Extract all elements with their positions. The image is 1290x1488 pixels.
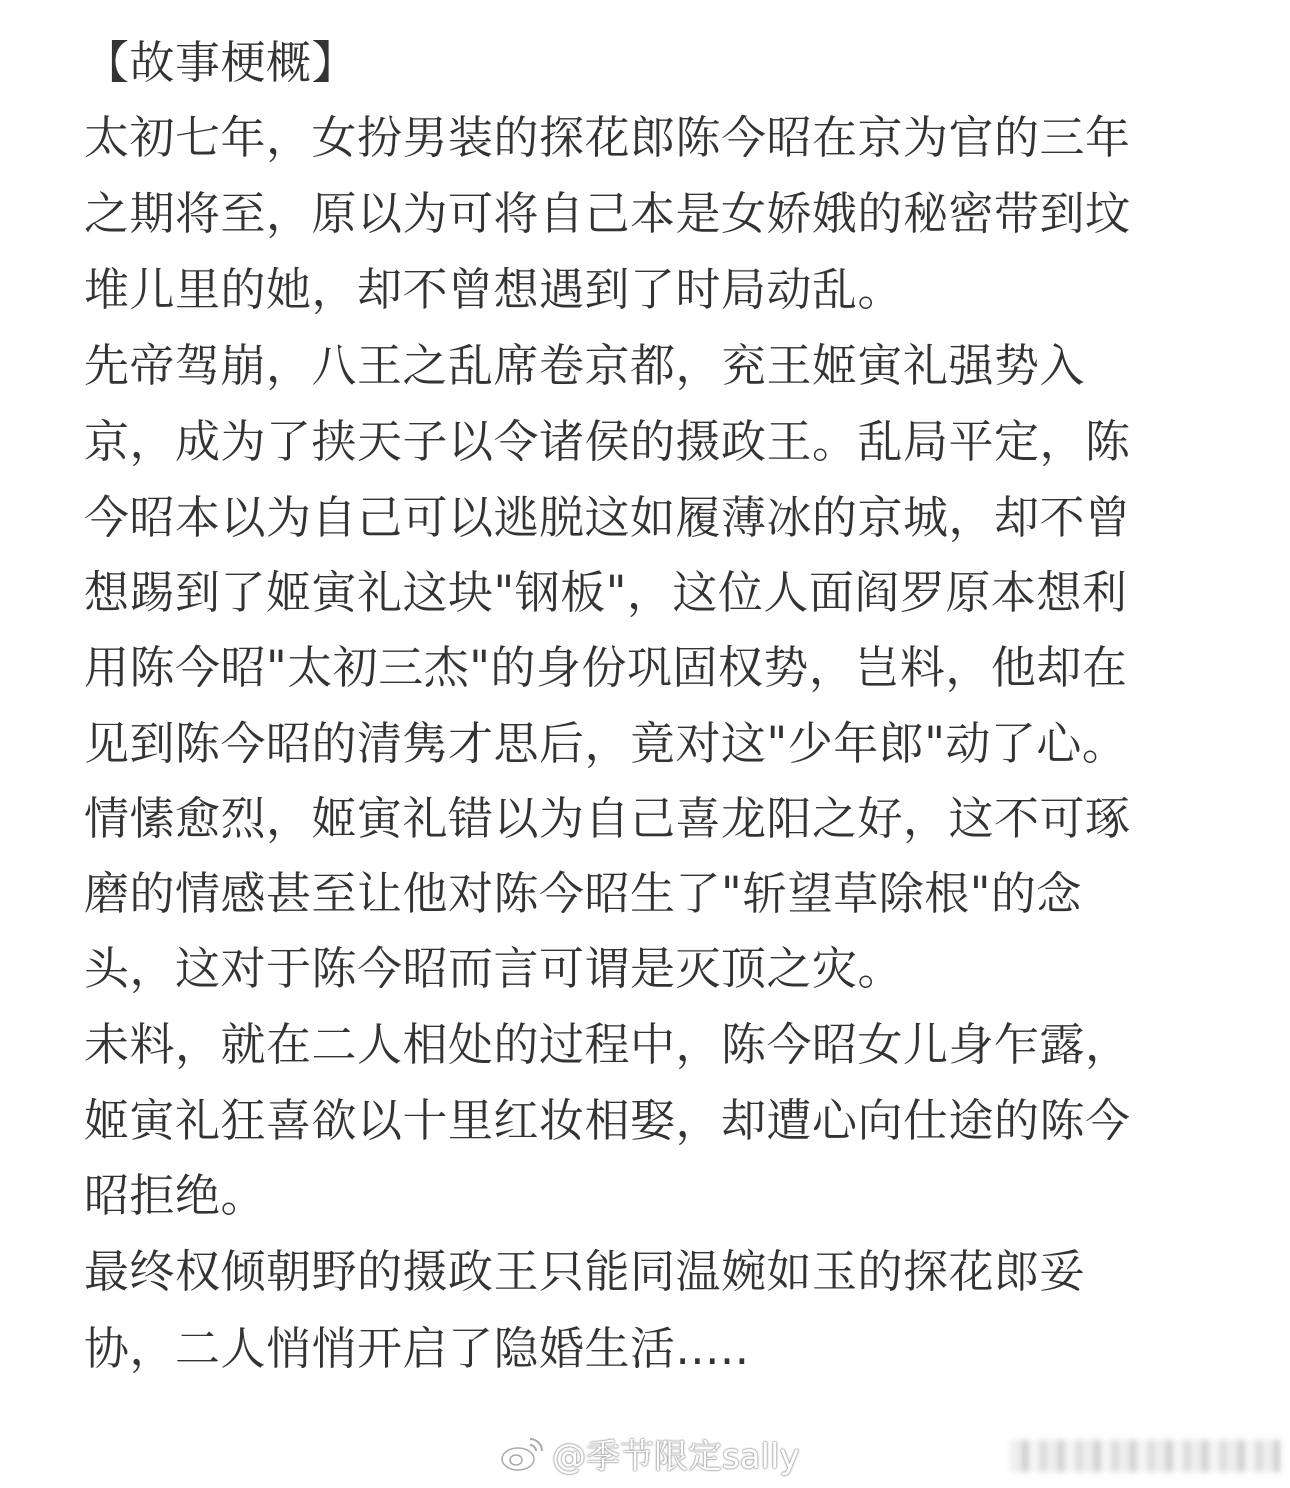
text-line: 最终权倾朝野的摄政王只能同温婉如玉的探花郎妥 [84, 1245, 1086, 1298]
synopsis-heading: 【故事梗概】 [84, 36, 358, 89]
text-line: 情愫愈烈，姬寅礼错以为自己喜龙阳之好，这不可琢 [84, 792, 1131, 845]
text-line: 姬寅礼狂喜欲以十里红妆相娶，却遭心向仕途的陈今 [84, 1094, 1131, 1147]
text-line: 太初七年，女扮男装的探花郎陈今昭在京为官的三年 [84, 111, 1131, 164]
text-line: 协，二人悄悄开启了隐婚生活..... [84, 1322, 750, 1375]
weibo-logo-icon [500, 1433, 546, 1473]
blurred-region [1010, 1440, 1280, 1472]
watermark-text: @季节限定sally [552, 1436, 800, 1477]
text-line: 先帝驾崩，八王之乱席卷京都，兖王姬寅礼强势入 [84, 339, 1086, 392]
text-line: 见到陈今昭的清隽才思后，竟对这"少年郎"动了心。 [84, 717, 1128, 770]
text-line: 堆儿里的她，却不曾想遇到了时局动乱。 [84, 263, 904, 316]
text-line: 京，成为了挟天子以令诸侯的摄政王。乱局平定，陈 [84, 415, 1131, 468]
text-line: 想踢到了姬寅礼这块"钢板"，这位人面阎罗原本想利 [84, 566, 1128, 619]
text-line: 磨的情感甚至让他对陈今昭生了"斩望草除根"的念 [84, 867, 1082, 920]
text-line: 昭拒绝。 [84, 1169, 267, 1222]
text-line: 用陈今昭"太初三杰"的身份巩固权势，岂料，他却在 [84, 641, 1128, 694]
watermark [500, 1428, 800, 1478]
text-line: 头，这对于陈今昭而言可谓是灭顶之灾。 [84, 942, 904, 995]
text-line: 之期将至，原以为可将自己本是女娇娥的秘密带到坟 [84, 187, 1131, 240]
text-line: 未料，就在二人相处的过程中，陈今昭女儿身乍露， [84, 1018, 1131, 1071]
text-line: 今昭本以为自己可以逃脱这如履薄冰的京城，却不曾 [84, 491, 1131, 544]
